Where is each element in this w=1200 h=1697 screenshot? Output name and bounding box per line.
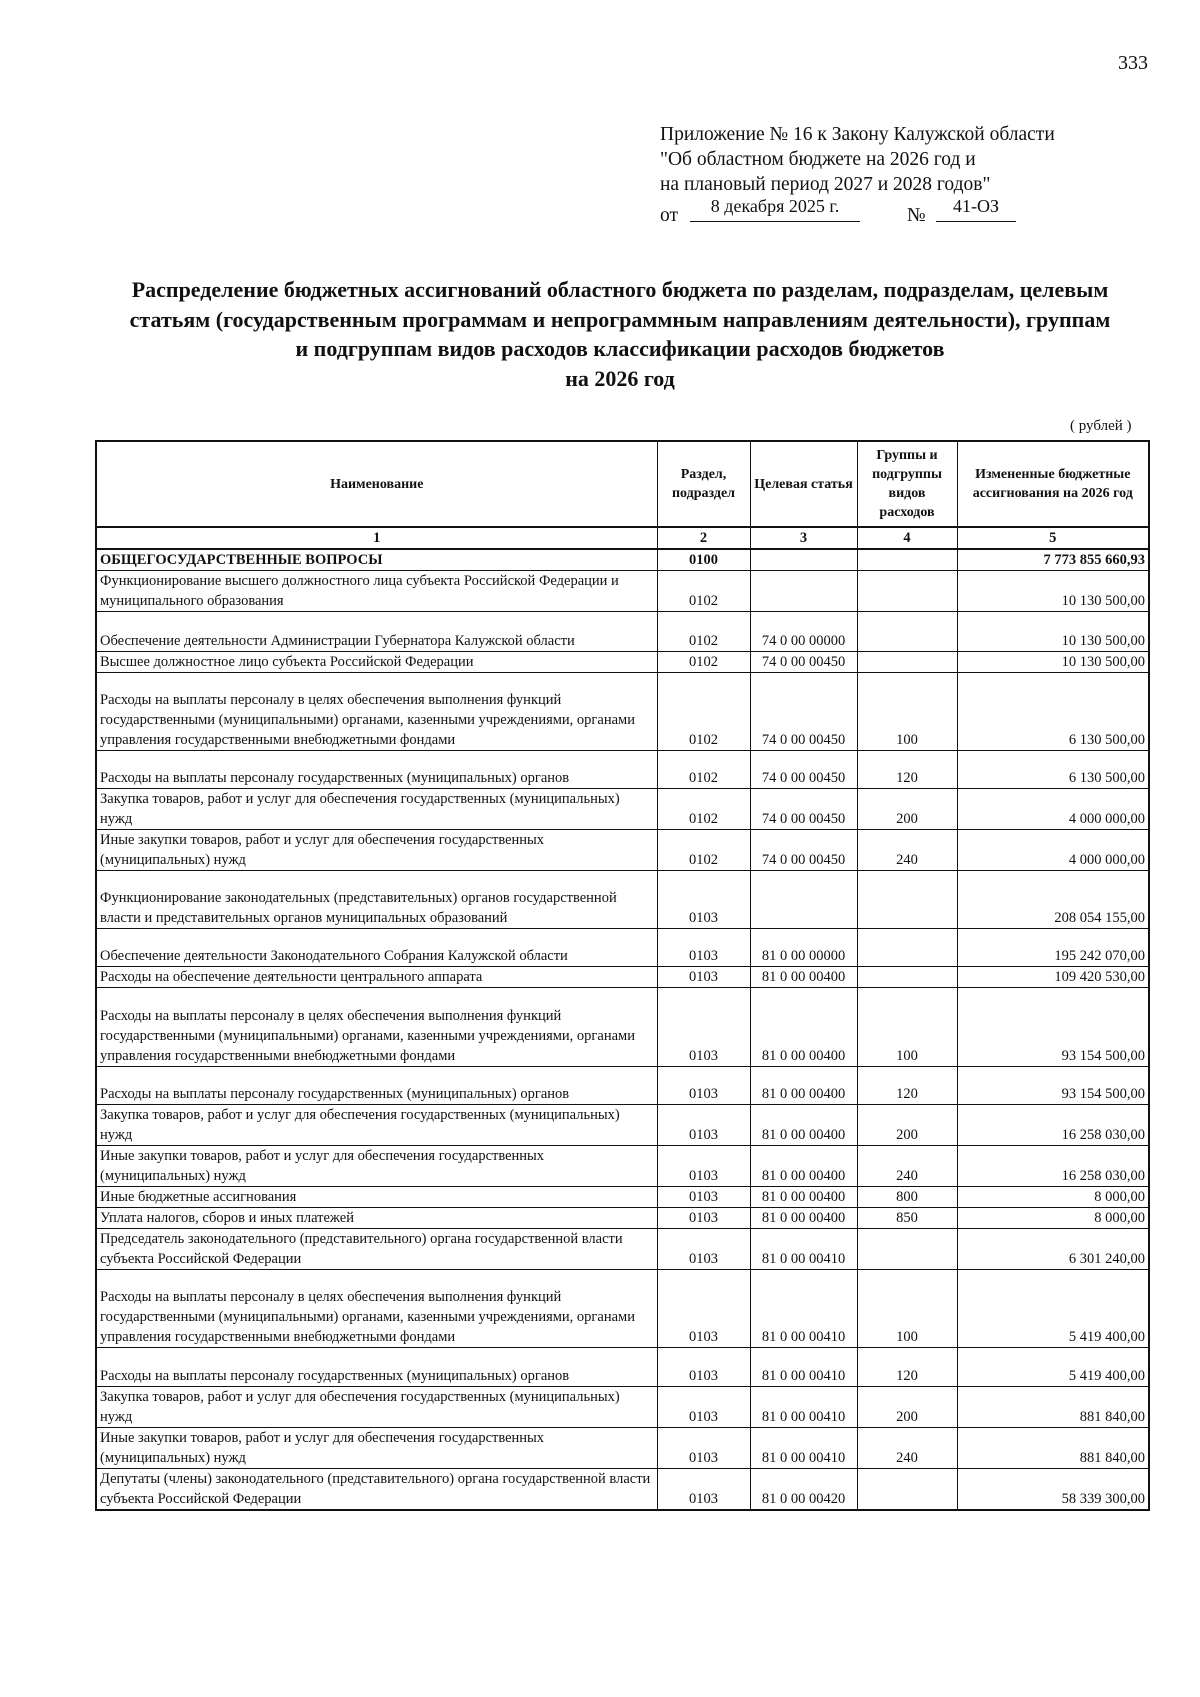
row-section: 0103 [657, 1469, 750, 1511]
row-name: Расходы на выплаты персоналу государственных (муниципальных) органов [96, 1067, 657, 1105]
title-line-2: статьям (государственным программам и непрограммным направлениям деятельности), группам [129, 306, 1111, 332]
row-name: Закупка товаров, работ и услуг для обеспечения государственных (муниципальных) нужд [96, 1105, 657, 1146]
table-header-row [96, 441, 1149, 527]
table-row [96, 1270, 1149, 1348]
row-article: 81 0 00 00410 [750, 1348, 857, 1387]
row-amount: 881 840,00 [957, 1428, 1149, 1469]
row-amount: 58 339 300,00 [957, 1469, 1149, 1511]
document-title [80, 275, 1160, 393]
row-section: 0103 [657, 1187, 750, 1208]
appendix-line-1: Приложение № 16 к Закону Калужской области [660, 124, 1055, 145]
row-amount: 4 000 000,00 [957, 789, 1149, 830]
table-row [96, 1105, 1149, 1146]
table-row [96, 1387, 1149, 1428]
row-article: 81 0 00 00400 [750, 1187, 857, 1208]
row-article: 74 0 00 00000 [750, 612, 857, 652]
column-number: 2 [657, 527, 750, 549]
row-amount: 109 420 530,00 [957, 967, 1149, 988]
table-row [96, 751, 1149, 789]
row-section: 0103 [657, 871, 750, 929]
row-amount: 10 130 500,00 [957, 612, 1149, 652]
row-section: 0103 [657, 967, 750, 988]
row-group [857, 871, 957, 929]
table-row [96, 652, 1149, 673]
row-section: 0102 [657, 751, 750, 789]
row-amount: 208 054 155,00 [957, 871, 1149, 929]
row-amount: 5 419 400,00 [957, 1270, 1149, 1348]
row-group: 200 [857, 1387, 957, 1428]
row-section: 0100 [657, 549, 750, 571]
row-section: 0102 [657, 789, 750, 830]
table-row [96, 1229, 1149, 1270]
row-group [857, 612, 957, 652]
appendix-block [660, 122, 1055, 226]
row-group [857, 1469, 957, 1511]
table-row [96, 612, 1149, 652]
header-name: Наименование [96, 441, 657, 527]
row-group [857, 967, 957, 988]
column-number: 1 [96, 527, 657, 549]
row-name: Депутаты (члены) законодательного (представительного) органа государственной власти субъекта Российской Федерации [96, 1469, 657, 1511]
row-group [857, 652, 957, 673]
units-label: ( рублей ) [1070, 418, 1132, 434]
header-article: Целевая статья [750, 441, 857, 527]
row-name: ОБЩЕГОСУДАРСТВЕННЫЕ ВОПРОСЫ [96, 549, 657, 571]
row-amount: 93 154 500,00 [957, 1067, 1149, 1105]
row-group: 200 [857, 1105, 957, 1146]
table-row [96, 988, 1149, 1067]
header-amount: Измененные бюджетные ассигнования на 2026 год [957, 441, 1149, 527]
row-group: 100 [857, 988, 957, 1067]
row-section: 0102 [657, 571, 750, 612]
row-article: 74 0 00 00450 [750, 751, 857, 789]
row-article: 81 0 00 00400 [750, 988, 857, 1067]
row-group: 200 [857, 789, 957, 830]
row-section: 0103 [657, 1387, 750, 1428]
row-amount: 5 419 400,00 [957, 1348, 1149, 1387]
row-amount: 6 130 500,00 [957, 751, 1149, 789]
row-amount: 10 130 500,00 [957, 652, 1149, 673]
column-number: 4 [857, 527, 957, 549]
row-article: 74 0 00 00450 [750, 673, 857, 751]
table-row [96, 830, 1149, 871]
column-number-row [96, 527, 1149, 549]
row-name: Иные бюджетные ассигнования [96, 1187, 657, 1208]
row-article: 81 0 00 00000 [750, 929, 857, 967]
row-group: 100 [857, 673, 957, 751]
row-group: 240 [857, 830, 957, 871]
row-amount: 6 301 240,00 [957, 1229, 1149, 1270]
column-number: 3 [750, 527, 857, 549]
column-number: 5 [957, 527, 1149, 549]
row-section: 0103 [657, 1208, 750, 1229]
row-group: 100 [857, 1270, 957, 1348]
law-number: 41-ОЗ [936, 197, 1016, 222]
appendix-line-2: "Об областном бюджете на 2026 год и [660, 149, 976, 170]
table-row [96, 967, 1149, 988]
law-signature-line [660, 196, 1055, 226]
row-group: 800 [857, 1187, 957, 1208]
row-group [857, 929, 957, 967]
row-section: 0103 [657, 929, 750, 967]
row-amount: 16 258 030,00 [957, 1146, 1149, 1187]
row-name: Закупка товаров, работ и услуг для обеспечения государственных (муниципальных) нужд [96, 1387, 657, 1428]
row-group: 850 [857, 1208, 957, 1229]
table-body [96, 549, 1149, 1510]
row-group: 240 [857, 1146, 957, 1187]
row-name: Расходы на выплаты персоналу в целях обеспечения выполнения функций государственными (муниципальными) органами, казенными учреждениями, органами управления государственными внебюджетными фондами [96, 988, 657, 1067]
row-name: Закупка товаров, работ и услуг для обеспечения государственных (муниципальных) нужд [96, 789, 657, 830]
row-section: 0103 [657, 1270, 750, 1348]
row-article: 81 0 00 00400 [750, 1146, 857, 1187]
table-row [96, 549, 1149, 571]
row-article: 81 0 00 00400 [750, 1105, 857, 1146]
row-article: 81 0 00 00400 [750, 1067, 857, 1105]
from-label: от [660, 205, 679, 226]
row-group: 120 [857, 1067, 957, 1105]
row-amount: 4 000 000,00 [957, 830, 1149, 871]
row-name: Расходы на выплаты персоналу государственных (муниципальных) органов [96, 1348, 657, 1387]
table-row [96, 1469, 1149, 1511]
row-article: 81 0 00 00410 [750, 1387, 857, 1428]
table-row [96, 1348, 1149, 1387]
row-group: 240 [857, 1428, 957, 1469]
row-group [857, 549, 957, 571]
table-row [96, 1067, 1149, 1105]
row-article: 81 0 00 00410 [750, 1270, 857, 1348]
row-amount: 93 154 500,00 [957, 988, 1149, 1067]
row-name: Иные закупки товаров, работ и услуг для обеспечения государственных (муниципальных) нужд [96, 1428, 657, 1469]
table-row [96, 789, 1149, 830]
budget-table [95, 440, 1150, 1511]
row-section: 0102 [657, 673, 750, 751]
row-group [857, 1229, 957, 1270]
row-amount: 8 000,00 [957, 1208, 1149, 1229]
page-number: 333 [1118, 52, 1148, 74]
title-line-1: Распределение бюджетных ассигнований областного бюджета по разделам, подразделам, целевым [131, 277, 1109, 302]
row-section: 0102 [657, 612, 750, 652]
table-row [96, 1208, 1149, 1229]
row-name: Функционирование высшего должностного лица субъекта Российской Федерации и муниципального образования [96, 571, 657, 612]
row-group: 120 [857, 751, 957, 789]
table-row [96, 1428, 1149, 1469]
row-article: 74 0 00 00450 [750, 652, 857, 673]
row-section: 0103 [657, 988, 750, 1067]
row-section: 0103 [657, 1105, 750, 1146]
row-name: Высшее должностное лицо субъекта Российской Федерации [96, 652, 657, 673]
row-group [857, 571, 957, 612]
row-article: 81 0 00 00410 [750, 1229, 857, 1270]
appendix-line-3: на плановый период 2027 и 2028 годов" [660, 174, 991, 195]
row-article: 74 0 00 00450 [750, 789, 857, 830]
row-name: Расходы на обеспечение деятельности центрального аппарата [96, 967, 657, 988]
table-row [96, 571, 1149, 612]
row-amount: 7 773 855 660,93 [957, 549, 1149, 571]
table-row [96, 1187, 1149, 1208]
row-article: 81 0 00 00410 [750, 1428, 857, 1469]
table-row [96, 1146, 1149, 1187]
row-article: 81 0 00 00420 [750, 1469, 857, 1511]
row-name: Функционирование законодательных (представительных) органов государственной власти и представительных органов муниципальных образований [96, 871, 657, 929]
row-section: 0103 [657, 1067, 750, 1105]
row-amount: 16 258 030,00 [957, 1105, 1149, 1146]
row-name: Иные закупки товаров, работ и услуг для обеспечения государственных (муниципальных) нужд [96, 830, 657, 871]
table-row [96, 929, 1149, 967]
law-date: 8 декабря 2025 г. [690, 197, 860, 222]
row-section: 0102 [657, 830, 750, 871]
row-amount: 10 130 500,00 [957, 571, 1149, 612]
row-amount: 6 130 500,00 [957, 673, 1149, 751]
title-line-3: и подгруппам видов расходов классификации расходов бюджетов [295, 336, 945, 361]
row-section: 0102 [657, 652, 750, 673]
row-name: Расходы на выплаты персоналу в целях обеспечения выполнения функций государственными (муниципальными) органами, казенными учреждениями, органами управления государственными внебюджетными фондами [96, 673, 657, 751]
table-row [96, 673, 1149, 751]
row-name: Расходы на выплаты персоналу государственных (муниципальных) органов [96, 751, 657, 789]
row-section: 0103 [657, 1229, 750, 1270]
row-name: Председатель законодательного (представительного) органа государственной власти субъекта Российской Федерации [96, 1229, 657, 1270]
row-group: 120 [857, 1348, 957, 1387]
row-article: 81 0 00 00400 [750, 1208, 857, 1229]
row-article [750, 571, 857, 612]
row-name: Уплата налогов, сборов и иных платежей [96, 1208, 657, 1229]
row-name: Обеспечение деятельности Законодательного Собрания Калужской области [96, 929, 657, 967]
header-group: Группы и подгруппы видов расходов [857, 441, 957, 527]
row-amount: 195 242 070,00 [957, 929, 1149, 967]
row-name: Расходы на выплаты персоналу в целях обеспечения выполнения функций государственными (муниципальными) органами, казенными учреждениями, органами управления государственными внебюджетными фондами [96, 1270, 657, 1348]
row-section: 0103 [657, 1348, 750, 1387]
row-article: 74 0 00 00450 [750, 830, 857, 871]
table-row [96, 871, 1149, 929]
row-section: 0103 [657, 1146, 750, 1187]
row-section: 0103 [657, 1428, 750, 1469]
title-line-4: на 2026 год [565, 365, 675, 391]
row-article: 81 0 00 00400 [750, 967, 857, 988]
row-article [750, 549, 857, 571]
header-section: Раздел, подраздел [657, 441, 750, 527]
row-name: Иные закупки товаров, работ и услуг для обеспечения государственных (муниципальных) нужд [96, 1146, 657, 1187]
row-article [750, 871, 857, 929]
row-name: Обеспечение деятельности Администрации Губернатора Калужской области [96, 612, 657, 652]
row-amount: 8 000,00 [957, 1187, 1149, 1208]
row-amount: 881 840,00 [957, 1387, 1149, 1428]
number-label: № [907, 205, 926, 226]
